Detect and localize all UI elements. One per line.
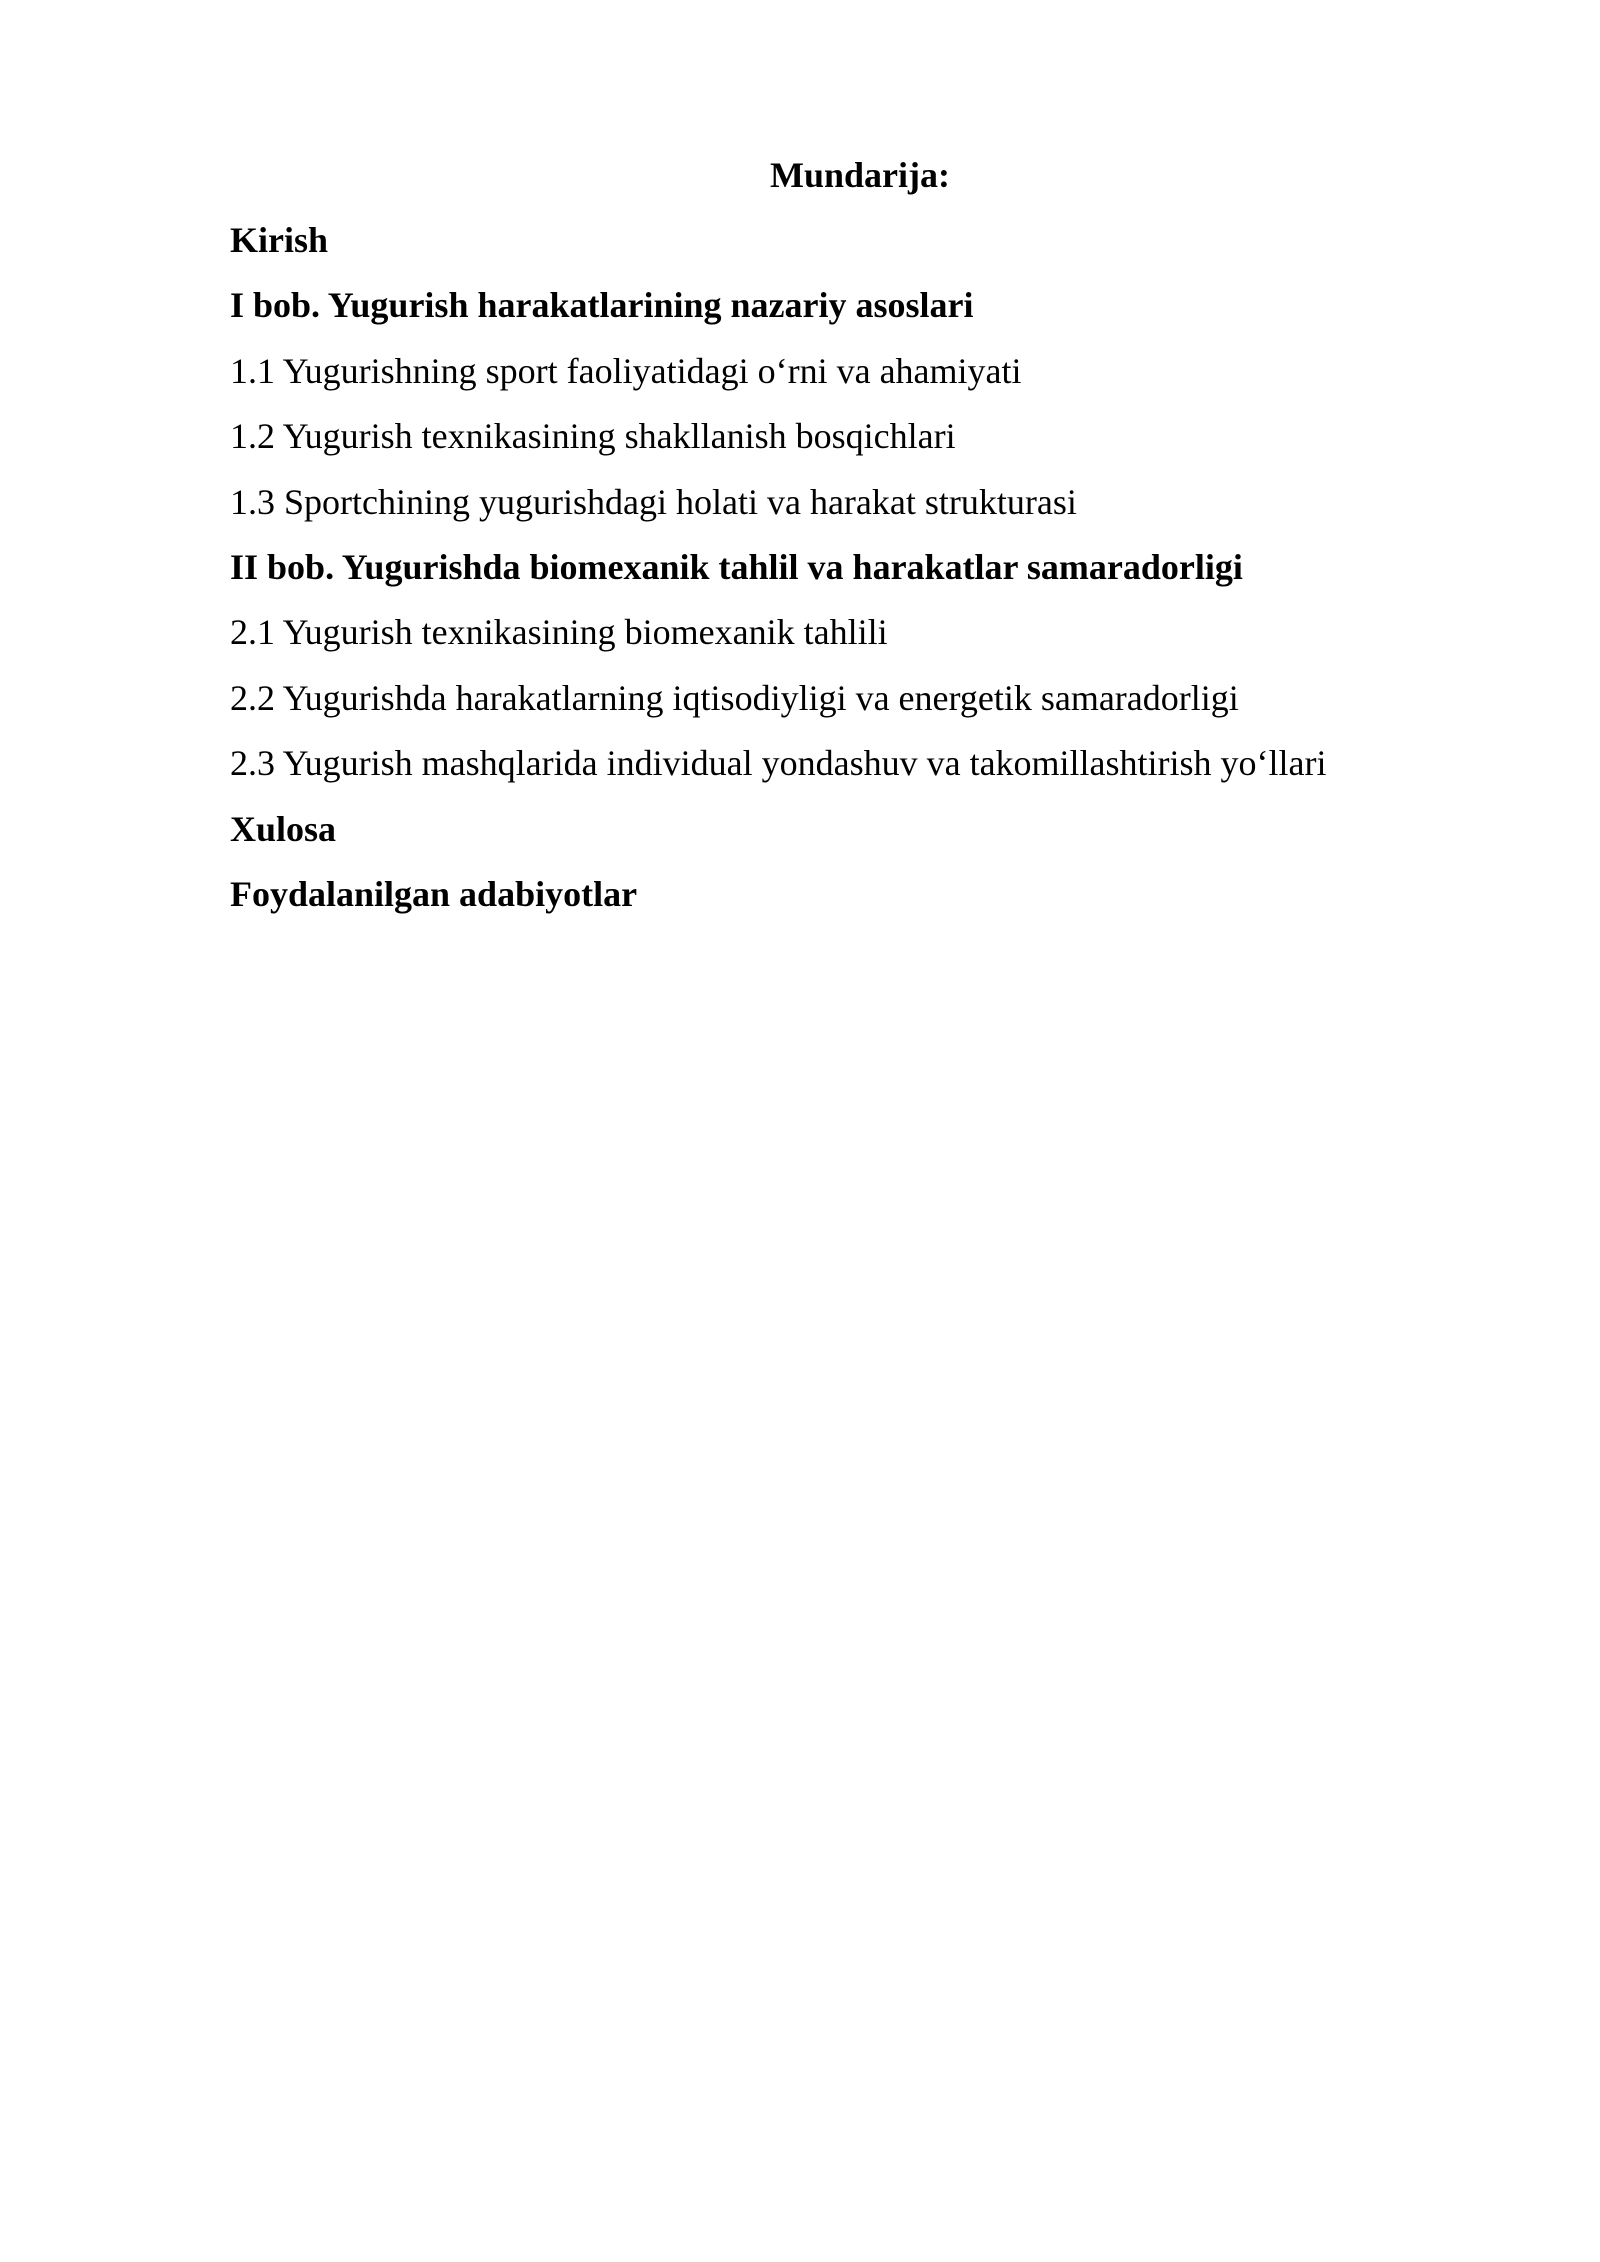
toc-item-introduction: Kirish: [230, 220, 329, 260]
toc-item-section-1-3: 1.3 Sportchining yugurishdagi holati va harakat strukturasi: [230, 481, 1077, 522]
toc-item-chapter-1: I bob. Yugurish harakatlarining nazariy asoslari: [230, 285, 974, 326]
toc-item-section-1-1: 1.1 Yugurishning sport faoliyatidagi o‘rni va ahamiyati: [230, 350, 1022, 391]
toc-item-conclusion: Xulosa: [230, 808, 337, 849]
toc-title: Mundarija:: [770, 155, 950, 195]
toc-item-chapter-2: II bob. Yugurishda biomexanik tahlil va harakatlar samaradorligi: [230, 546, 1243, 587]
toc-item-section-2-1: 2.1 Yugurish texnikasining biomexanik tahlili: [230, 612, 888, 653]
toc-item-section-1-2: 1.2 Yugurish texnikasining shakllanish bosqichlari: [230, 416, 956, 457]
toc-item-section-2-3: 2.3 Yugurish mashqlarida individual yondashuv va takomillashtirish yo‘llari: [230, 743, 1327, 784]
table-of-contents: [230, 213, 1490, 932]
toc-item-section-2-2: 2.2 Yugurishda harakatlarning iqtisodiyligi va energetik samaradorligi: [230, 677, 1239, 718]
toc-item-references: Foydalanilgan adabiyotlar: [230, 873, 638, 914]
